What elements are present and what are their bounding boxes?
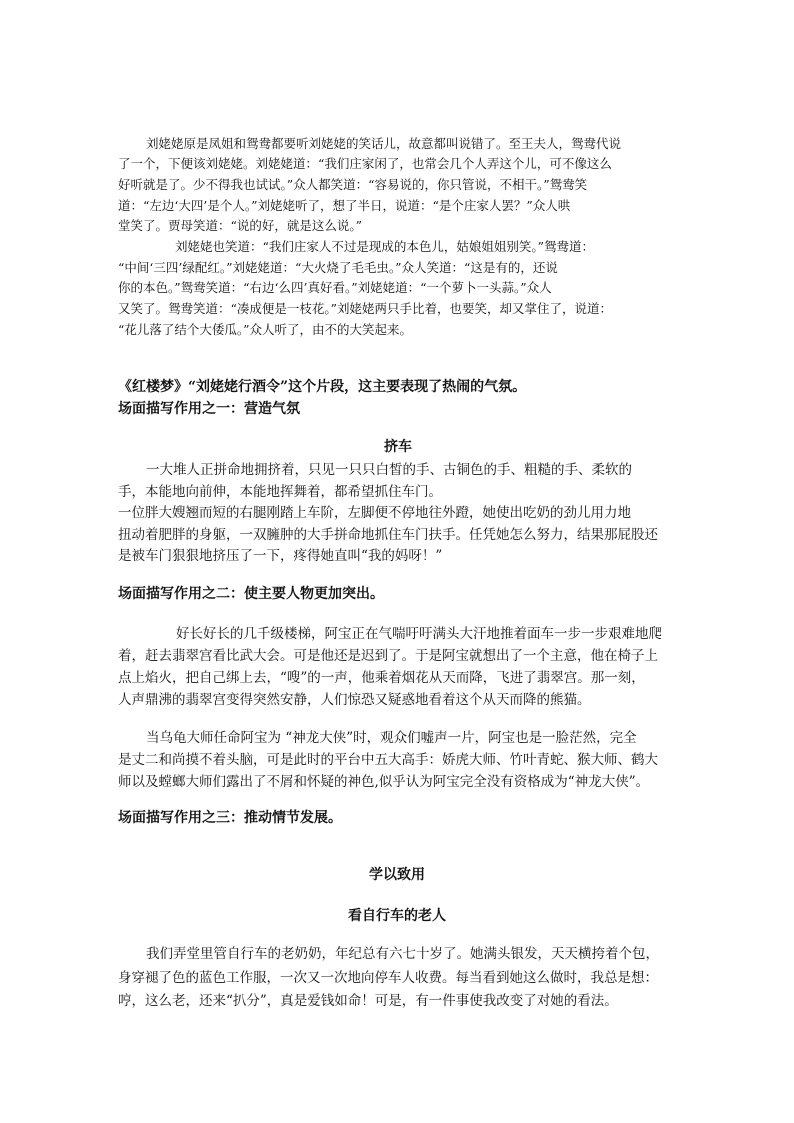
text-line: 刘姥姥原是凤姐和鸳鸯都要听刘姥姥的笑话儿，故意都叫说错了。至王夫人，鸳鸯代说 [146, 136, 622, 151]
text-line: 哼，这么老，还来“扒分”，真是爱钱如命！可是，有一件事使我改变了对她的看法。 [118, 993, 618, 1009]
text-line: 堂笑了。贾母笑道：“说的好，就是这么说。” [118, 218, 363, 233]
text-line: 是被车门狠狠地挤压了一下，疼得她直叫“我的妈呀！” [118, 548, 443, 564]
text-line: 着，赶去翡翠宫看比武大会。可是他还是迟到了。于是阿宝就想出了一个主意，他在椅子上 [118, 648, 658, 664]
text-line: 刘姥姥也笑道：“我们庄家人不过是现成的本色儿，姑娘姐姐别笑。”鸳鸯道： [175, 239, 595, 254]
text-line: 手，本能地向前伸，本能地挥舞着，都希望抓住车门。 [118, 484, 442, 500]
text-line: 好长好长的几千级楼梯，阿宝正在气喘吁吁满头大汗地推着面车一步一步艰难地爬 [176, 626, 662, 642]
text-line: 身穿褪了色的蓝色工作服，一次又一次地向停车人收费。每当看到她这么做时，我总是想： [118, 970, 658, 986]
text-line: 点上焰火，把自己绑上去，“嗖”的一声，他乘着烟花从天而降，飞进了翡翠宫。那一刻， [118, 670, 645, 686]
summary-line: 《红楼梦》“刘姥姥行酒令”这个片段，这主要表现了热闹的气氛。 [118, 379, 527, 395]
text-line: 扭动着肥胖的身躯，一双臃肿的大手拼命地抓住车门扶手。任凭她怎么努力，结果那屁股还 [118, 527, 658, 543]
title-apply: 学以致用 [369, 867, 425, 883]
text-line: 我们弄堂里管自行车的老奶奶，年纪总有六七十岁了。她满头银发，天天横挎着个包， [146, 946, 659, 962]
text-line: 一位胖大嫂翘而短的右腿刚踏上车阶，左脚便不停地往外蹬，她使出吃奶的劲儿用力地 [118, 505, 631, 521]
text-line: 道：“左边‘大四’是个人。”刘姥姥听了，想了半日，说道：“是个庄家人罢？”众人哄 [118, 198, 571, 213]
text-line: 师以及螳螂大师们露出了不屑和怀疑的神色,似乎认为阿宝完全没有资格成为“神龙大侠”。 [118, 774, 650, 790]
text-line: 又笑了。鸳鸯笑道：“凑成便是一枝花。”刘姥姥两只手比着，也要笑，却又掌住了，说道： [118, 301, 613, 316]
text-line: 人声鼎沸的翡翠宫变得突然安静，人们惊恐又疑惑地看着这个从天而降的熊猫。 [118, 692, 591, 708]
text-line: 一大堆人正拼命地拥挤着，只见一只只白皙的手、古铜色的手、粗糙的手、柔软的 [146, 462, 632, 478]
title-squeeze-bus: 挤车 [384, 439, 412, 455]
title-bike-keeper: 看自行车的老人 [348, 908, 446, 924]
text-line: 当乌龟大师任命阿宝为 “神龙大侠”时，观众们嘘声一片，阿宝也是一脸茫然，完全 [146, 730, 637, 746]
text-line: 是丈二和尚摸不着头脑，可是此时的平台中五大高手：娇虎大师、竹叶青蛇、猴大师、鹤大 [118, 752, 658, 768]
section-heading-2: 场面描写作用之二：使主要人物更加突出。 [118, 586, 384, 602]
section-heading-1: 场面描写作用之一：营造气氛 [118, 401, 300, 417]
text-line: “花儿落了结个大倭瓜。”众人听了，由不的大笑起来。 [118, 322, 413, 337]
text-line: 了一个，下便该刘姥姥。刘姥姥道：“我们庄家闲了，也常会几个人弄这个儿，可不像这么 [118, 156, 612, 171]
text-line: 你的本色。”鸳鸯笑道：“右边‘么四’真好看。”刘姥姥道：“一个萝卜一头蒜。”众人 [118, 280, 552, 295]
text-line: “中间‘三四’绿配红。”刘姥姥道：“大火烧了毛毛虫。”众人笑道：“这是有的，还说 [118, 260, 558, 275]
section-heading-3: 场面描写作用之三：推动情节发展。 [118, 810, 342, 826]
text-line: 好听就是了。少不得我也试试。”众人都笑道：“容易说的，你只管说，不相干。”鸳鸯笑 [118, 177, 588, 192]
